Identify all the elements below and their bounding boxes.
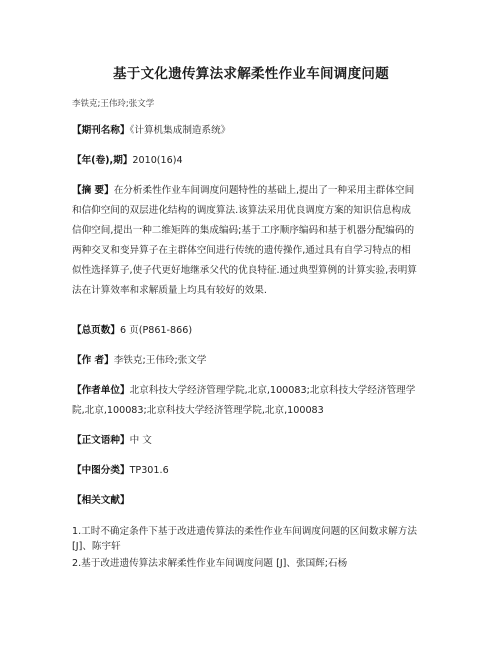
author-label: 【作 者】	[72, 355, 114, 366]
abstract-line: 两种交叉和变异算子在主群体空间进行传统的遗传操作,通过具有自学习特点的相	[72, 245, 411, 256]
classification-value: TP301.6	[129, 465, 169, 476]
related-item[interactable]	[72, 524, 434, 554]
related-heading	[72, 491, 434, 511]
classification-field	[72, 461, 434, 481]
abstract-line: 和信仰空间的双层进化结构的调度算法.该算法采用优良调度方案的知识信息构成	[72, 205, 411, 216]
pages-value: 6 页(P861-866)	[119, 325, 193, 336]
author-field	[72, 351, 434, 371]
affiliation-label: 【作者单位】	[72, 385, 130, 396]
year-issue-field	[72, 151, 434, 171]
abstract-line: 法在计算效率和求解质量上均具有较好的效果.	[72, 285, 267, 296]
related-item-line: 1.工时不确定条件下基于改进遗传算法的柔性作业车间调度问题的区间数求解方法	[72, 526, 417, 537]
abstract-line: 似性选择算子,使子代更好地继承父代的优良特征.通过典型算例的计算实验,表明算	[72, 265, 417, 276]
author-value: 李铁克;王伟玲;张文学	[113, 355, 207, 366]
related-item-line: [J]、陈宇轩	[72, 541, 121, 552]
language-field	[72, 431, 434, 451]
affiliation-line: 院,北京,100083;北京科技大学经济管理学院,北京,100083	[72, 405, 324, 416]
journal-field	[72, 121, 434, 141]
abstract-line: 信仰空间,提出一种二维矩阵的集成编码;基于工序顺序编码和基于机器分配编码的	[72, 225, 415, 236]
journal-value: 《计算机集成制造系统》	[129, 125, 231, 136]
related-item-line: 2.基于改进遗传算法求解柔性作业车间调度问题 [J]、张国辉;石杨	[72, 558, 348, 569]
year-issue-value: 2010(16)4	[132, 155, 183, 166]
journal-label: 【期刊名称】	[72, 125, 130, 136]
related-item[interactable]	[72, 556, 434, 571]
pages-label: 【总页数】	[72, 325, 120, 336]
related-label: 【相关文献】	[72, 495, 130, 506]
classification-label: 【中图分类】	[72, 465, 130, 476]
paper-title: 基于文化遗传算法求解柔性作业车间调度问题	[113, 66, 389, 82]
abstract-label: 【摘 要】	[72, 185, 114, 196]
author-line: 李铁克;王伟玲;张文学	[72, 99, 155, 109]
abstract-line: 【摘 要】在分析柔性作业车间调度问题特性的基础上,提出了一种采用主群体空间	[72, 185, 415, 196]
abstract-field	[72, 181, 434, 301]
affiliation-field	[72, 381, 434, 421]
language-label: 【正文语种】	[72, 435, 130, 446]
affiliation-line: 【作者单位】北京科技大学经济管理学院,北京,100083;北京科技大学经济管理学	[72, 385, 416, 396]
year-issue-label: 【年(卷),期】	[72, 155, 133, 166]
language-value: 中 文	[129, 435, 152, 446]
pages-field	[72, 321, 434, 341]
